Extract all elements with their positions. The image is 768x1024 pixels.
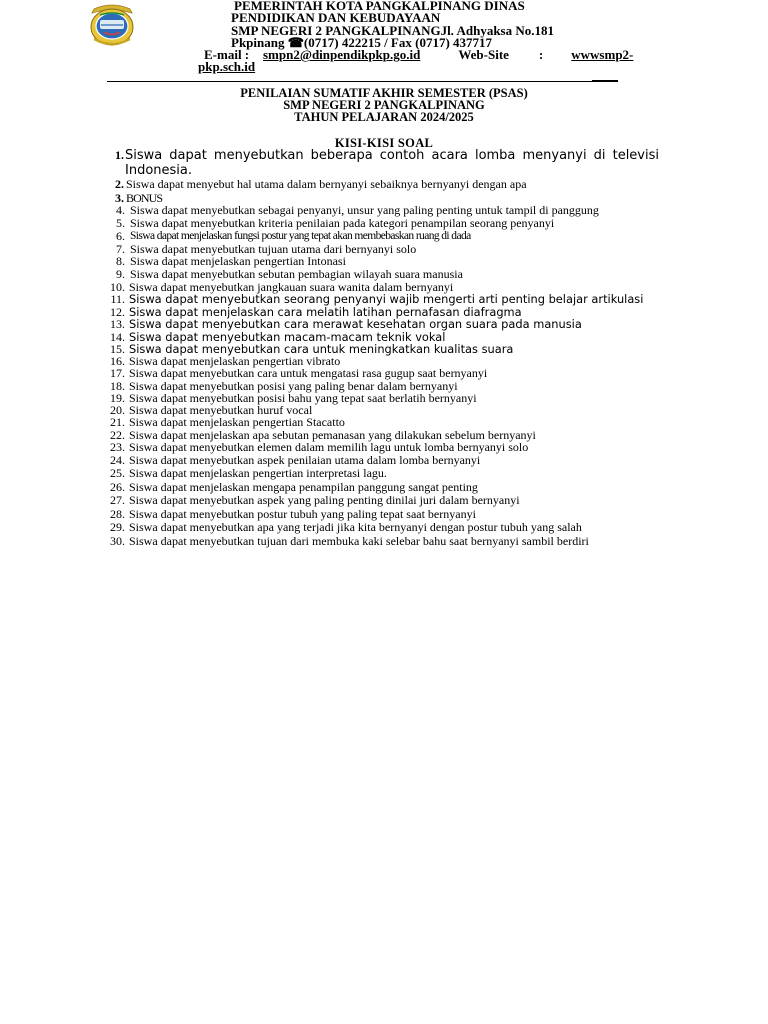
website-colon: :: [538, 47, 544, 63]
list-item-text: Siswa dapat menjelaskan pengertian Stacatto: [129, 415, 345, 429]
letterhead: [198, 0, 660, 74]
list-item-number: 6.: [116, 229, 125, 243]
list-item-text: Siswa dapat menjelaskan pengertian interpretasi lagu.: [129, 466, 387, 480]
header-divider-accent: [592, 80, 618, 81]
list-item-number: 7.: [116, 242, 125, 256]
list-item-text: BONUS: [126, 191, 163, 205]
email-label: E-mail :: [204, 47, 250, 63]
list-item-number: 13.: [110, 317, 125, 331]
list-item-text: Siswa dapat menyebutkan huruf vocal: [129, 403, 313, 417]
list-item-number: 25.: [110, 466, 125, 480]
letterhead-contact-row: [198, 49, 660, 61]
list-item-text: Siswa dapat menyebutkan sebutan pembagian wilayah suara manusia: [130, 267, 463, 281]
list-item-text: Siswa dapat menyebutkan aspek penilaian utama dalam lomba bernyanyi: [129, 453, 481, 467]
list-item-number: 5.: [116, 216, 125, 230]
list-item-number: 9.: [116, 267, 125, 281]
list-item-text: Siswa dapat menyebutkan jangkauan suara wanita dalam bernyanyi: [129, 280, 454, 294]
list-item-number: 2.: [115, 177, 124, 191]
list-item-number: 24.: [110, 453, 125, 467]
list-item-number: 12.: [110, 305, 125, 319]
list-item-number: 1.: [115, 148, 124, 162]
email-link[interactable]: smpn2@dinpendikpkp.go.id: [263, 47, 421, 63]
list-item-text: Siswa dapat menjelaskan mengapa penampilan panggung sangat penting: [129, 480, 478, 494]
list-item-number: 22.: [110, 428, 125, 442]
list-item-number: 26.: [110, 480, 125, 494]
list-item-number: 15.: [110, 342, 125, 356]
list-item-number: 30.: [110, 534, 125, 548]
list-item-number: 21.: [110, 415, 125, 429]
list-item-text: Siswa dapat menyebut hal utama dalam bernyanyi sebaiknya bernyanyi dengan apa: [126, 177, 527, 191]
list-item-text: Siswa dapat menjelaskan pengertian vibrato: [129, 354, 341, 368]
section-title: KISI-KISI SOAL: [334, 136, 434, 150]
list-item-text: Siswa dapat menyebutkan cara untuk mengatasi rasa gugup saat bernyanyi: [129, 366, 488, 380]
list-item-number: 11.: [110, 292, 125, 306]
list-item-number: 19.: [110, 391, 125, 405]
list-item-text: Siswa dapat menyebutkan beberapa contoh acara lomba menyanyi di televisi Indonesia.: [125, 148, 659, 178]
letterhead-line-4: Pkpinang ☎(0717) 422215 / Fax (0717) 437717: [231, 34, 493, 50]
list-item-number: 16.: [110, 354, 125, 368]
list-item-text: Siswa dapat menjelaskan pengertian Intonasi: [130, 254, 346, 268]
list-item-text: Siswa dapat menyebutkan posisi yang paling benar dalam bernyanyi: [129, 379, 458, 393]
list-item-number: 8.: [116, 254, 125, 268]
list-item-text: Siswa dapat menyebutkan cara untuk meningkatkan kualitas suara: [129, 342, 514, 356]
list-item-text: Siswa dapat menyebutkan aspek yang paling penting dinilai juri dalam bernyanyi: [129, 493, 520, 507]
website-link-part-1[interactable]: wwwsmp2-: [571, 47, 634, 63]
list-item-text: Siswa dapat menyebutkan seorang penyanyi wajib mengerti arti penting belajar artikulasi: [129, 292, 644, 306]
list-item-text: Siswa dapat menyebutkan elemen dalam memilih lagu untuk lomba bernyanyi solo: [129, 440, 529, 454]
header-divider: [107, 81, 618, 82]
school-name: SMP NEGERI 2 PANGKALPINANG: [283, 98, 485, 112]
list-item-number: 3.: [115, 191, 124, 205]
list-item-number: 20.: [110, 403, 125, 417]
list-item-number: 14.: [110, 330, 125, 344]
list-item-number: 27.: [110, 493, 125, 507]
letterhead-line-1: PEMERINTAH KOTA PANGKALPINANG DINAS: [234, 0, 525, 13]
list-item-number: 23.: [110, 440, 125, 454]
list-item-text: Siswa dapat menyebutkan apa yang terjadi jika kita bernyanyi dengan postur tubuh yang salah: [129, 520, 582, 534]
list-item-number: 28.: [110, 507, 125, 521]
list-item-text: Siswa dapat menjelaskan apa sebutan pemanasan yang dilakukan sebelum bernyanyi: [129, 428, 536, 442]
list-item-number: 4.: [116, 203, 125, 217]
website-label: Web-Site: [458, 47, 509, 63]
letterhead-line-2: PENDIDIKAN DAN KEBUDAYAAN: [231, 10, 441, 26]
list-item-text: Siswa dapat menyebutkan macam-macam teknik vokal: [129, 330, 446, 344]
list-item-text: Siswa dapat menyebutkan cara merawat kesehatan organ suara pada manusia: [129, 317, 582, 331]
list-item-number: 10.: [110, 280, 125, 294]
exam-title: PENILAIAN SUMATIF AKHIR SEMESTER (PSAS): [240, 86, 528, 100]
school-logo-icon: [86, 3, 138, 49]
letterhead-line-3: SMP NEGERI 2 PANGKALPINANGJl. Adhyaksa No.181: [231, 22, 554, 38]
list-item-text: Siswa dapat menyebutkan tujuan utama dari bernyanyi solo: [130, 242, 417, 256]
list-item-text: Siswa dapat menyebutkan sebagai penyanyi, unsur yang paling penting untuk tampil di panggung: [130, 203, 599, 217]
list-item-number: 17.: [110, 366, 125, 380]
list-item-text: Siswa dapat menyebutkan kriteria penilaian pada kategori penampilan seorang penyanyi: [130, 216, 555, 230]
website-link-part-2[interactable]: pkp.sch.id: [198, 59, 256, 75]
list-item-text: Siswa dapat menyebutkan posisi bahu yang tepat saat berlatih bernyanyi: [129, 391, 477, 405]
list-item-number: 18.: [110, 379, 125, 393]
list-item-text: Siswa dapat menjelaskan cara melatih latihan pernafasan diafragma: [129, 305, 522, 319]
academic-year: TAHUN PELAJARAN 2024/2025: [294, 110, 474, 124]
list-item-number: 29.: [110, 520, 125, 534]
list-item-text: Siswa dapat menyebutkan postur tubuh yang paling tepat saat bernyanyi: [129, 507, 476, 521]
list-item-text: Siswa dapat menjelaskan fungsi postur yang tepat akan membebaskan ruang di dada: [130, 230, 471, 242]
list-item-text: Siswa dapat menyebutkan tujuan dari membuka kaki selebar bahu saat bernyanyi sambil berdiri: [129, 534, 589, 548]
